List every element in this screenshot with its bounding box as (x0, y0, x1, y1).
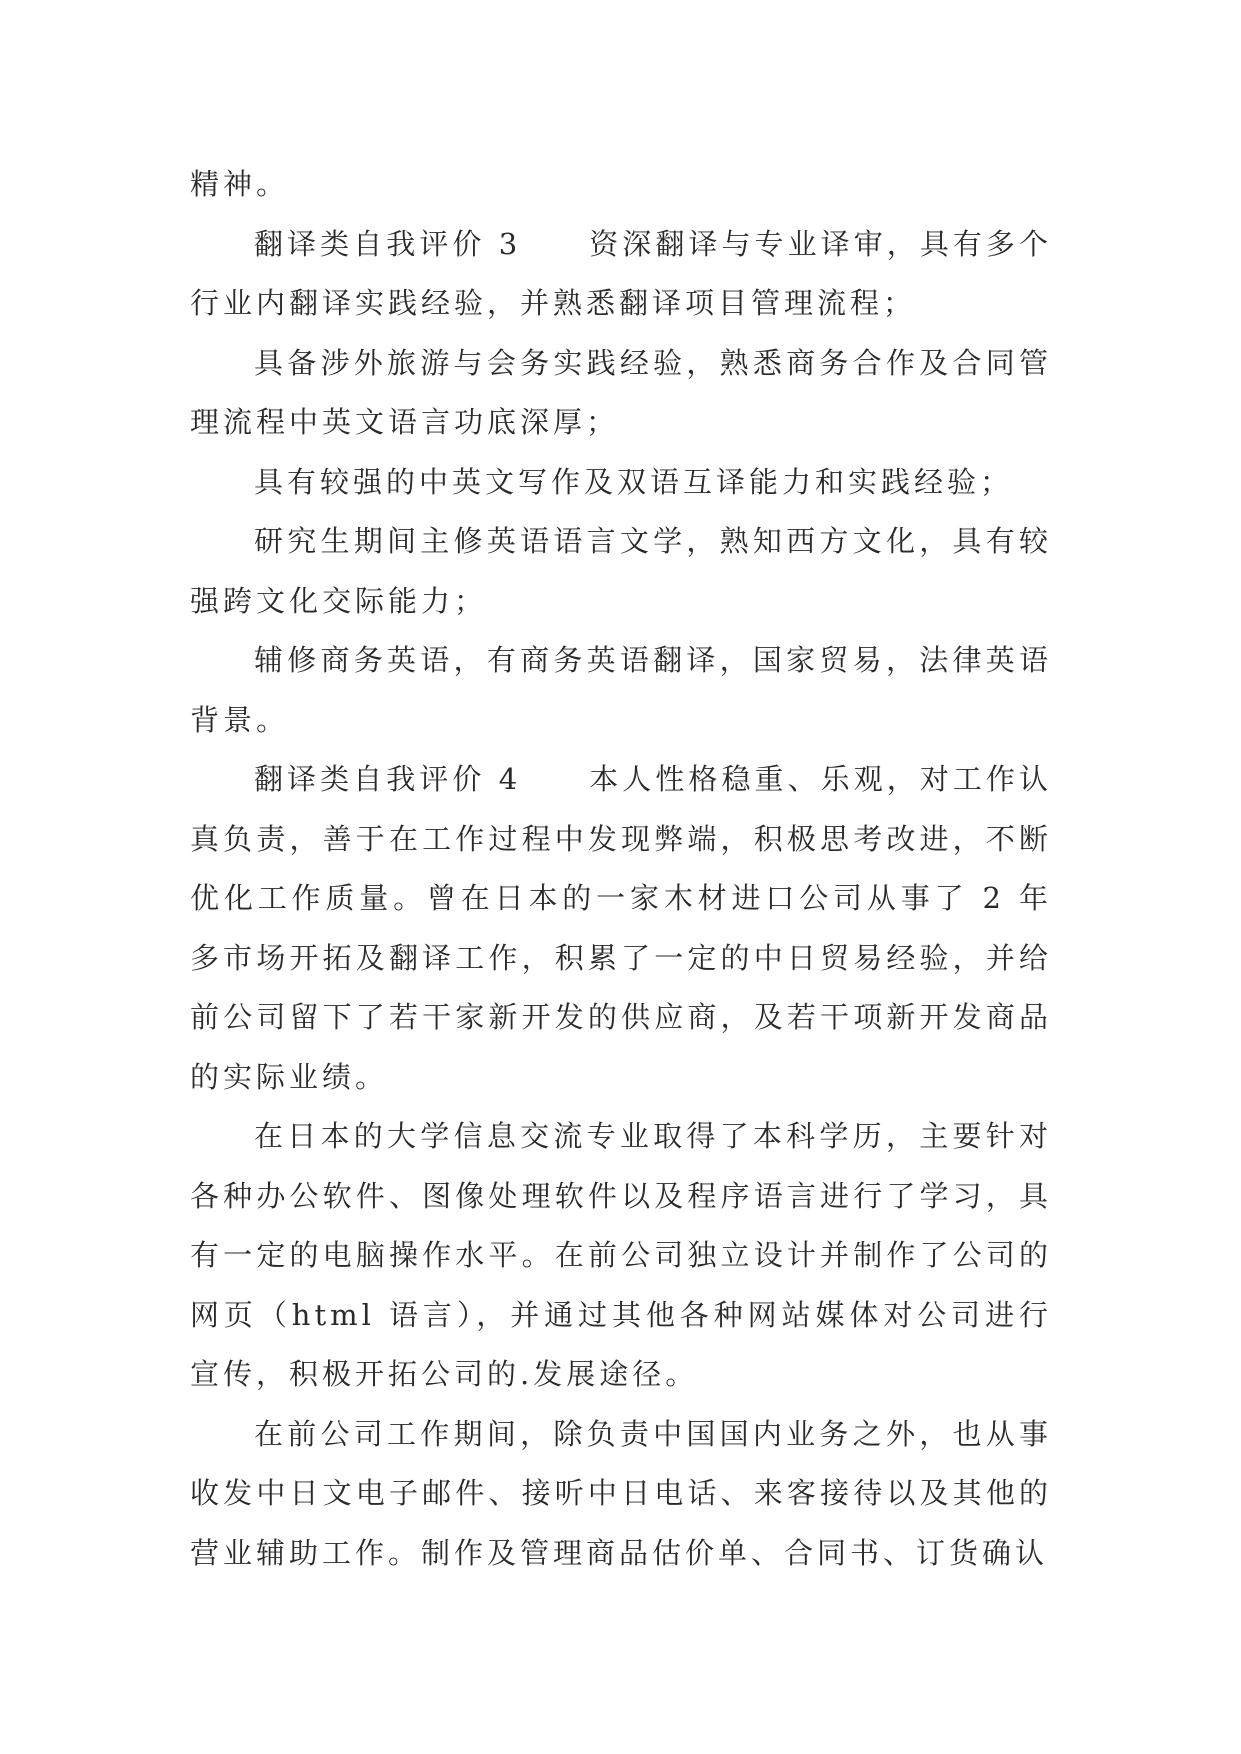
paragraph-text: 研究生期间主修英语语言文学，熟知西方文化，具有较强跨文化交际能力； (190, 524, 1052, 618)
paragraph-2 (190, 334, 1052, 453)
paragraph-7 (190, 1107, 1052, 1405)
paragraph-text: 资深翻译与专业译审，具有多个行业内翻译实践经验，并熟悉翻译项目管理流程； (190, 226, 1052, 320)
paragraph-8 (190, 1405, 1052, 1584)
paragraph-text: 在日本的大学信息交流专业取得了本科学历，主要针对各种办公软件、图像处理软件以及程序语言进行了学习，具有一定的电脑操作水平。在前公司独立设计并制作了公司的网页（html 语言），并通过其他各种网站媒体对公司进行宣传，积极开拓公司的.发展途径。 (190, 1119, 1052, 1391)
paragraph-text: 精神。 (190, 167, 290, 201)
paragraph-text: 在前公司工作期间，除负责中国国内业务之外，也从事收发中日文电子邮件、接听中日电话、来客接待以及其他的营业辅助工作。制作及管理商品估价单、合同书、订货确认 (190, 1416, 1052, 1570)
paragraph-5 (190, 631, 1052, 750)
paragraph-text: 具备涉外旅游与会务实践经验，熟悉商务合作及合同管理流程中英文语言功底深厚； (190, 345, 1052, 439)
paragraph-text: 本人性格稳重、乐观，对工作认真负责，善于在工作过程中发现弊端，积极思考改进，不断优化工作质量。曾在日本的一家木材进口公司从事了 2 年多市场开拓及翻译工作，积累了一定的中日贸易经验，并给前公司留下了若干家新开发的供应商，及若干项新开发商品的实际业绩。 (190, 762, 1052, 1094)
paragraph-0 (190, 155, 1052, 215)
document-page (190, 155, 1052, 1583)
paragraph-text: 辅修商务英语，有商务英语翻译，国家贸易，法律英语背景。 (190, 643, 1052, 737)
paragraph-4 (190, 512, 1052, 631)
paragraph-1 (190, 215, 1052, 334)
section-heading-3: 翻译类自我评价 3 (254, 226, 522, 261)
paragraph-text: 具有较强的中英文写作及双语互译能力和实践经验； (254, 464, 1014, 499)
paragraph-6 (190, 750, 1052, 1107)
paragraph-3 (190, 453, 1052, 513)
section-heading-4: 翻译类自我评价 4 (254, 762, 522, 796)
